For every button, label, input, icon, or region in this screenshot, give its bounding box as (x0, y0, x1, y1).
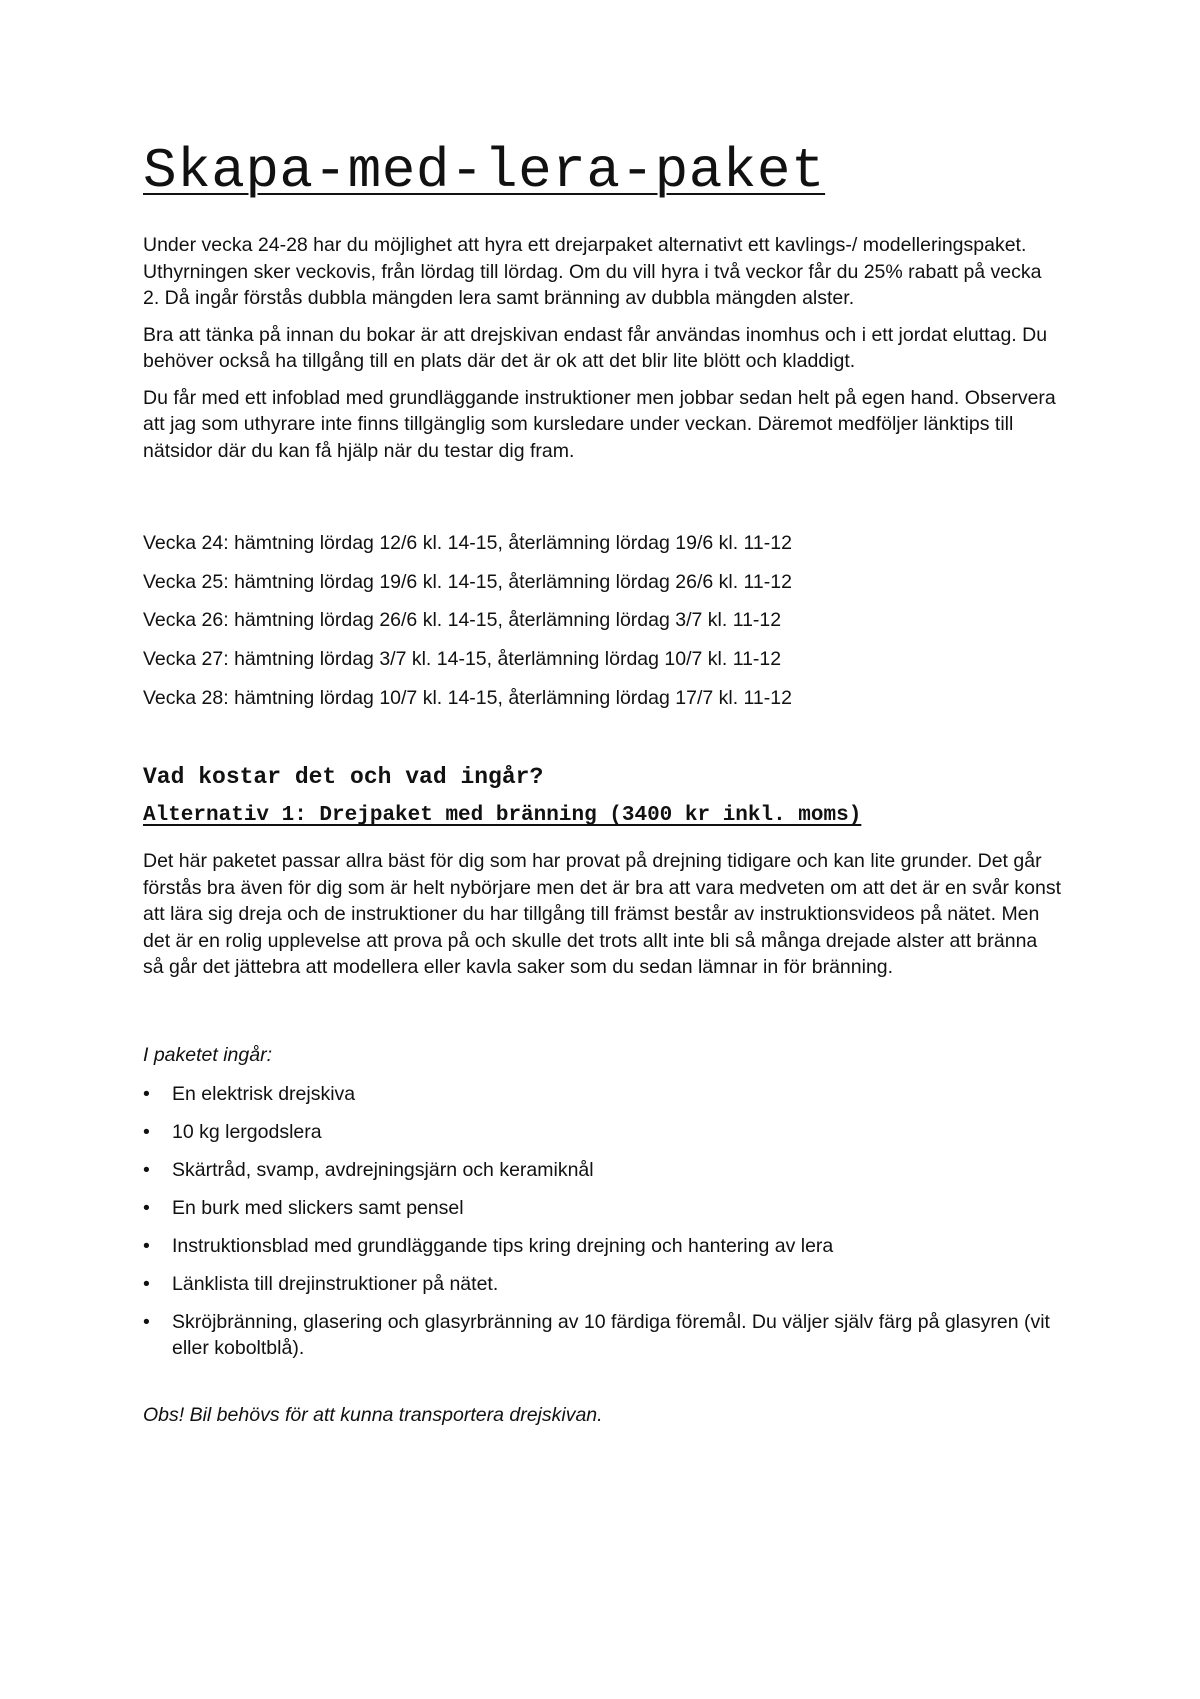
list-item-text: En burk med slickers samt pensel (172, 1196, 464, 1219)
list-item (143, 1119, 1063, 1146)
week-row: Vecka 26: hämtning lördag 26/6 kl. 14-15, återlämning lördag 3/7 kl. 11-12 (143, 609, 782, 632)
transport-note: Obs! Bil behövs för att kunna transportera drejskivan. (143, 1404, 603, 1426)
alternative-heading: Alternativ 1: Drejpaket med bränning (3400 kr inkl. moms) (143, 804, 862, 827)
week-schedule (143, 530, 1063, 723)
bullet-icon: • (143, 1234, 150, 1257)
intro-paragraph: Bra att tänka på innan du bokar är att drejskivan endast får användas inomhus och i ett jordat eluttag. Du behöver också ha tillgång till en plats där det är ok att det blir lite blött och kladdigt. (143, 323, 1048, 372)
section-heading: Vad kostar det och vad ingår? (143, 764, 544, 790)
list-item (143, 1233, 1063, 1260)
list-item (143, 1195, 1063, 1222)
alternative-description (143, 848, 1063, 981)
bullet-icon: • (143, 1082, 150, 1105)
list-item (143, 1271, 1063, 1298)
bullet-icon: • (143, 1310, 150, 1333)
note-section (143, 1402, 1063, 1429)
intro-paragraph: Under vecka 24-28 har du möjlighet att hyra ett drejarpaket alternativt ett kavlings-/ modelleringspaket. Uthyrningen sker veckovis, från lördag till lördag. Om du vill hyra i två veckor får du 25% rabatt på vecka 2. Då ingår förstås dubbla mängden lera samt bränning av dubbla mängden alster. (143, 234, 1042, 309)
includes-section (143, 1042, 1063, 1373)
week-row: Vecka 27: hämtning lördag 3/7 kl. 14-15, återlämning lördag 10/7 kl. 11-12 (143, 648, 782, 671)
intro-section (143, 232, 1063, 474)
list-item (143, 1081, 1063, 1108)
bullet-icon: • (143, 1196, 150, 1219)
list-item-text: Instruktionsblad med grundläggande tips kring drejning och hantering av lera (172, 1234, 834, 1257)
bullet-icon: • (143, 1272, 150, 1295)
list-item-text: Skärtråd, svamp, avdrejningsjärn och keramiknål (172, 1158, 594, 1181)
includes-list (143, 1081, 1063, 1362)
week-row: Vecka 24: hämtning lördag 12/6 kl. 14-15, återlämning lördag 19/6 kl. 11-12 (143, 532, 792, 554)
alternative-text: Det här paketet passar allra bäst för dig som har provat på drejning tidigare och kan lite grunder. Det går förstås bra även för dig som är helt nybörjare men det är bra att vara medveten om att det är en svår konst att lära sig dreja och de instruktioner du har tillgång till främst består av instruktionsvideos på nätet. Men det är en rolig upplevelse att prova på och skulle det trots allt inte bli så många drejade alster att bränna så går det jättebra att modellera eller kavla saker som du sedan lämnar in för bränning. (143, 850, 1062, 978)
week-row: Vecka 28: hämtning lördag 10/7 kl. 14-15, återlämning lördag 17/7 kl. 11-12 (143, 686, 792, 709)
bullet-icon: • (143, 1120, 150, 1143)
pricing-section (143, 762, 1063, 792)
alternative-section (143, 801, 1063, 831)
list-item-text: 10 kg lergodslera (172, 1120, 322, 1143)
list-item (143, 1157, 1063, 1184)
includes-label: I paketet ingår: (143, 1044, 272, 1066)
page-title: Skapa-med-lera-paket (143, 139, 826, 203)
list-item (143, 1309, 1063, 1362)
week-row: Vecka 25: hämtning lördag 19/6 kl. 14-15, återlämning lördag 26/6 kl. 11-12 (143, 570, 792, 593)
list-item-text: Skröjbränning, glasering och glasyrbränning av 10 färdiga föremål. Du väljer själv färg på glasyren (vit eller koboltblå). (172, 1310, 1050, 1359)
intro-paragraph: Du får med ett infoblad med grundläggande instruktioner men jobbar sedan helt på egen hand. Observera att jag som uthyrare inte finns tillgänglig som kursledare under veckan. Däremot medföljer länktips till nätsidor där du kan få hjälp när du testar dig fram. (143, 386, 1056, 462)
list-item-text: En elektrisk drejskiva (172, 1082, 356, 1105)
bullet-icon: • (143, 1158, 150, 1181)
list-item-text: Länklista till drejinstruktioner på nätet. (172, 1272, 499, 1295)
